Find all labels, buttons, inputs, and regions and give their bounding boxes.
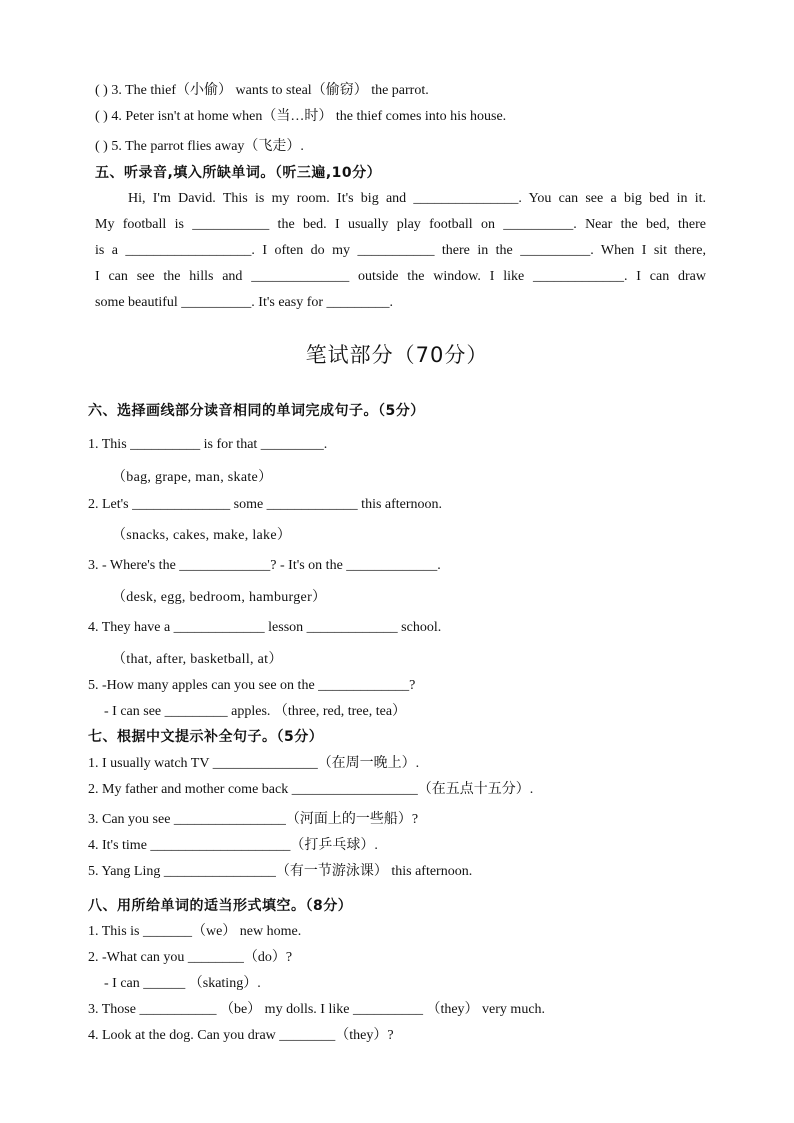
judge-item-3: ( ) 3. The thief（小偷） wants to steal（偷窃） the parrot. [95,83,429,98]
listening-line-1: Hi, I'm David. This is my room. It's big and _______________. You can see a big bed in it. [128,191,706,206]
section-5-heading: 五、听录音,填入所缺单词。（听三遍,10分） [95,165,382,181]
section-8-heading: 八、用所给单词的适当形式填空。（8分） [88,898,353,914]
options-6-1: （bag, grape, man, skate） [112,470,273,485]
question-7-5: 5. Yang Ling ________________（有一节游泳课） this afternoon. [88,864,473,879]
question-6-5: 5. -How many apples can you see on the _____________? [88,678,416,693]
question-6-4: 4. They have a _____________ lesson _____________ school. [88,620,442,635]
section-6-heading: 六、选择画线部分读音相同的单词完成句子。（5分） [88,403,425,419]
question-6-5-answer: - I can see _________ apples. （three, red, tree, tea） [104,704,407,719]
question-7-1: 1. I usually watch TV _______________（在周一晚上）. [88,756,420,771]
question-6-1: 1. This __________ is for that _________. [88,437,328,452]
judge-item-5: ( ) 5. The parrot flies away（飞走）. [95,139,304,154]
listening-line-4: I can see the hills and ______________ outside the window. I like _____________. I can draw [95,269,706,284]
question-6-2: 2. Let's ______________ some _____________ this afternoon. [88,497,443,512]
listening-line-3: is a __________________. I often do my ___________ there in the __________. When I sit there, [95,243,706,258]
question-8-2-answer: - I can ______ （skating）. [104,976,261,991]
listening-line-2: My football is ___________ the bed. I usually play football on __________. Near the bed, there [95,217,706,232]
options-6-3: （desk, egg, bedroom, hamburger） [112,590,327,605]
question-8-4: 4. Look at the dog. Can you draw ________（they）? [88,1028,394,1043]
question-6-3: 3. - Where's the _____________? - It's on the _____________. [88,558,441,573]
judge-item-4: ( ) 4. Peter isn't at home when（当…时） the thief comes into his house. [95,109,507,124]
options-6-4: （that, after, basketball, at） [112,652,283,667]
question-8-3: 3. Those ___________ （be） my dolls. I like __________ （they） very much. [88,1002,546,1017]
question-7-3: 3. Can you see ________________（河面上的一些船）? [88,812,419,827]
listening-line-5: some beautiful __________. It's easy for _________. [95,295,394,310]
section-7-heading: 七、根据中文提示补全句子。（5分） [88,729,324,745]
question-7-4: 4. It's time ____________________（打乒乓球）. [88,838,378,853]
question-8-1: 1. This is _______（we） new home. [88,924,302,939]
written-part-title: 笔试部分（70分） [305,343,489,367]
options-6-2: （snacks, cakes, make, lake） [112,528,292,543]
question-7-2: 2. My father and mother come back __________________（在五点十五分）. [88,782,534,797]
question-8-2: 2. -What can you ________（do）? [88,950,293,965]
